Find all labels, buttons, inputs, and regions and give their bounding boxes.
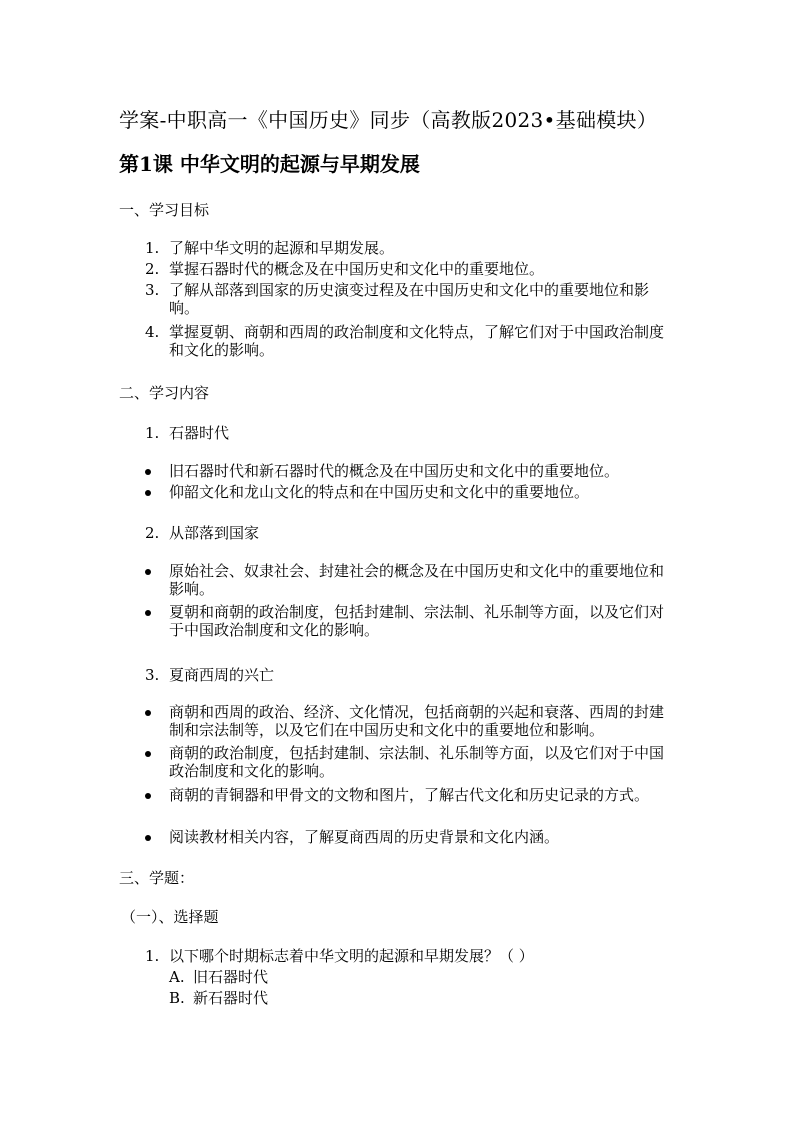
bullet-text: 商朝和西周的政治、经济、文化情况，包括商朝的兴起和衰落、西周的封建制和宗法制等，以及它们在中国历史和文化中的重要地位和影响。 bbox=[169, 703, 665, 739]
subsection-label: 石器时代 bbox=[169, 424, 230, 442]
bullet-text: 旧石器时代和新石器时代的概念及在中国历史和文化中的重要地位。 bbox=[169, 462, 620, 480]
subsection-label: 夏商西周的兴亡 bbox=[169, 666, 275, 684]
bullet-item bbox=[145, 703, 675, 739]
subsection-title bbox=[145, 522, 259, 543]
option-letter: B. bbox=[169, 989, 185, 1007]
bullet-icon bbox=[145, 835, 151, 841]
item-text: 了解从部落到国家的历史演变过程及在中国历史和文化中的重要地位和影响。 bbox=[169, 281, 650, 317]
bullet-icon bbox=[145, 469, 151, 475]
item-number: 3. bbox=[145, 281, 160, 299]
option-letter: A. bbox=[169, 968, 185, 986]
bullet-icon bbox=[145, 569, 151, 575]
bullet-item bbox=[145, 828, 675, 846]
objective-item bbox=[145, 260, 675, 278]
subsection-title bbox=[145, 664, 274, 685]
bullet-text: 阅读教材相关内容，了解夏商西周的历史背景和文化内涵。 bbox=[169, 828, 560, 846]
objective-item bbox=[145, 281, 675, 317]
question-text: 以下哪个时期标志着中华文明的起源和早期发展？（ ） bbox=[169, 947, 534, 965]
section-heading-exercises: 三、学题： bbox=[119, 869, 195, 887]
question-item bbox=[145, 945, 534, 966]
bullet-item bbox=[145, 562, 675, 598]
bullet-text: 原始社会、奴隶社会、封建社会的概念及在中国历史和文化中的重要地位和影响。 bbox=[169, 562, 665, 598]
bullet-icon bbox=[145, 710, 151, 716]
bullet-icon bbox=[145, 490, 151, 496]
bullet-item bbox=[145, 483, 675, 501]
objective-item bbox=[145, 239, 675, 257]
bullet-item bbox=[145, 462, 675, 480]
document-title: 学案-中职高一《中国历史》同步（高教版2023•基础模块） bbox=[119, 108, 658, 132]
bullet-text: 夏朝和商朝的政治制度，包括封建制、宗法制、礼乐制等方面，以及它们对于中国政治制度和文化的影响。 bbox=[169, 603, 665, 639]
question-number: 1. bbox=[145, 947, 160, 965]
option-text: 新石器时代 bbox=[193, 989, 269, 1007]
item-text: 掌握石器时代的概念及在中国历史和文化中的重要地位。 bbox=[169, 260, 545, 278]
bullet-icon bbox=[145, 793, 151, 799]
subsection-title bbox=[145, 422, 229, 443]
bullet-item bbox=[145, 744, 675, 780]
bullet-icon bbox=[145, 751, 151, 757]
bullet-item bbox=[145, 603, 675, 639]
item-text: 掌握夏朝、商朝和西周的政治制度和文化特点，了解它们对于中国政治制度和文化的影响。 bbox=[169, 323, 665, 359]
item-number: 2. bbox=[145, 260, 160, 278]
answer-option bbox=[169, 987, 268, 1008]
bullet-text: 商朝的政治制度，包括封建制、宗法制、礼乐制等方面，以及它们对于中国政治制度和文化的影响。 bbox=[169, 744, 665, 780]
section-heading-objectives: 一、学习目标 bbox=[119, 201, 210, 219]
subsection-number: 2. bbox=[145, 524, 160, 542]
lesson-title: 第1课 中华文明的起源与早期发展 bbox=[119, 152, 420, 176]
item-text: 了解中华文明的起源和早期发展。 bbox=[169, 239, 395, 257]
answer-option bbox=[169, 966, 268, 987]
option-text: 旧石器时代 bbox=[193, 968, 269, 986]
part-heading-choice: （一）、选择题 bbox=[121, 908, 219, 926]
item-number: 4. bbox=[145, 323, 160, 341]
subsection-label: 从部落到国家 bbox=[169, 524, 260, 542]
item-number: 1. bbox=[145, 239, 160, 257]
section-heading-content: 二、学习内容 bbox=[119, 384, 210, 402]
objective-item bbox=[145, 323, 675, 359]
subsection-number: 1. bbox=[145, 424, 160, 442]
bullet-text: 商朝的青铜器和甲骨文的文物和图片，了解古代文化和历史记录的方式。 bbox=[169, 786, 650, 804]
bullet-icon bbox=[145, 610, 151, 616]
bullet-text: 仰韶文化和龙山文化的特点和在中国历史和文化中的重要地位。 bbox=[169, 483, 590, 501]
subsection-number: 3. bbox=[145, 666, 160, 684]
bullet-item bbox=[145, 786, 675, 804]
